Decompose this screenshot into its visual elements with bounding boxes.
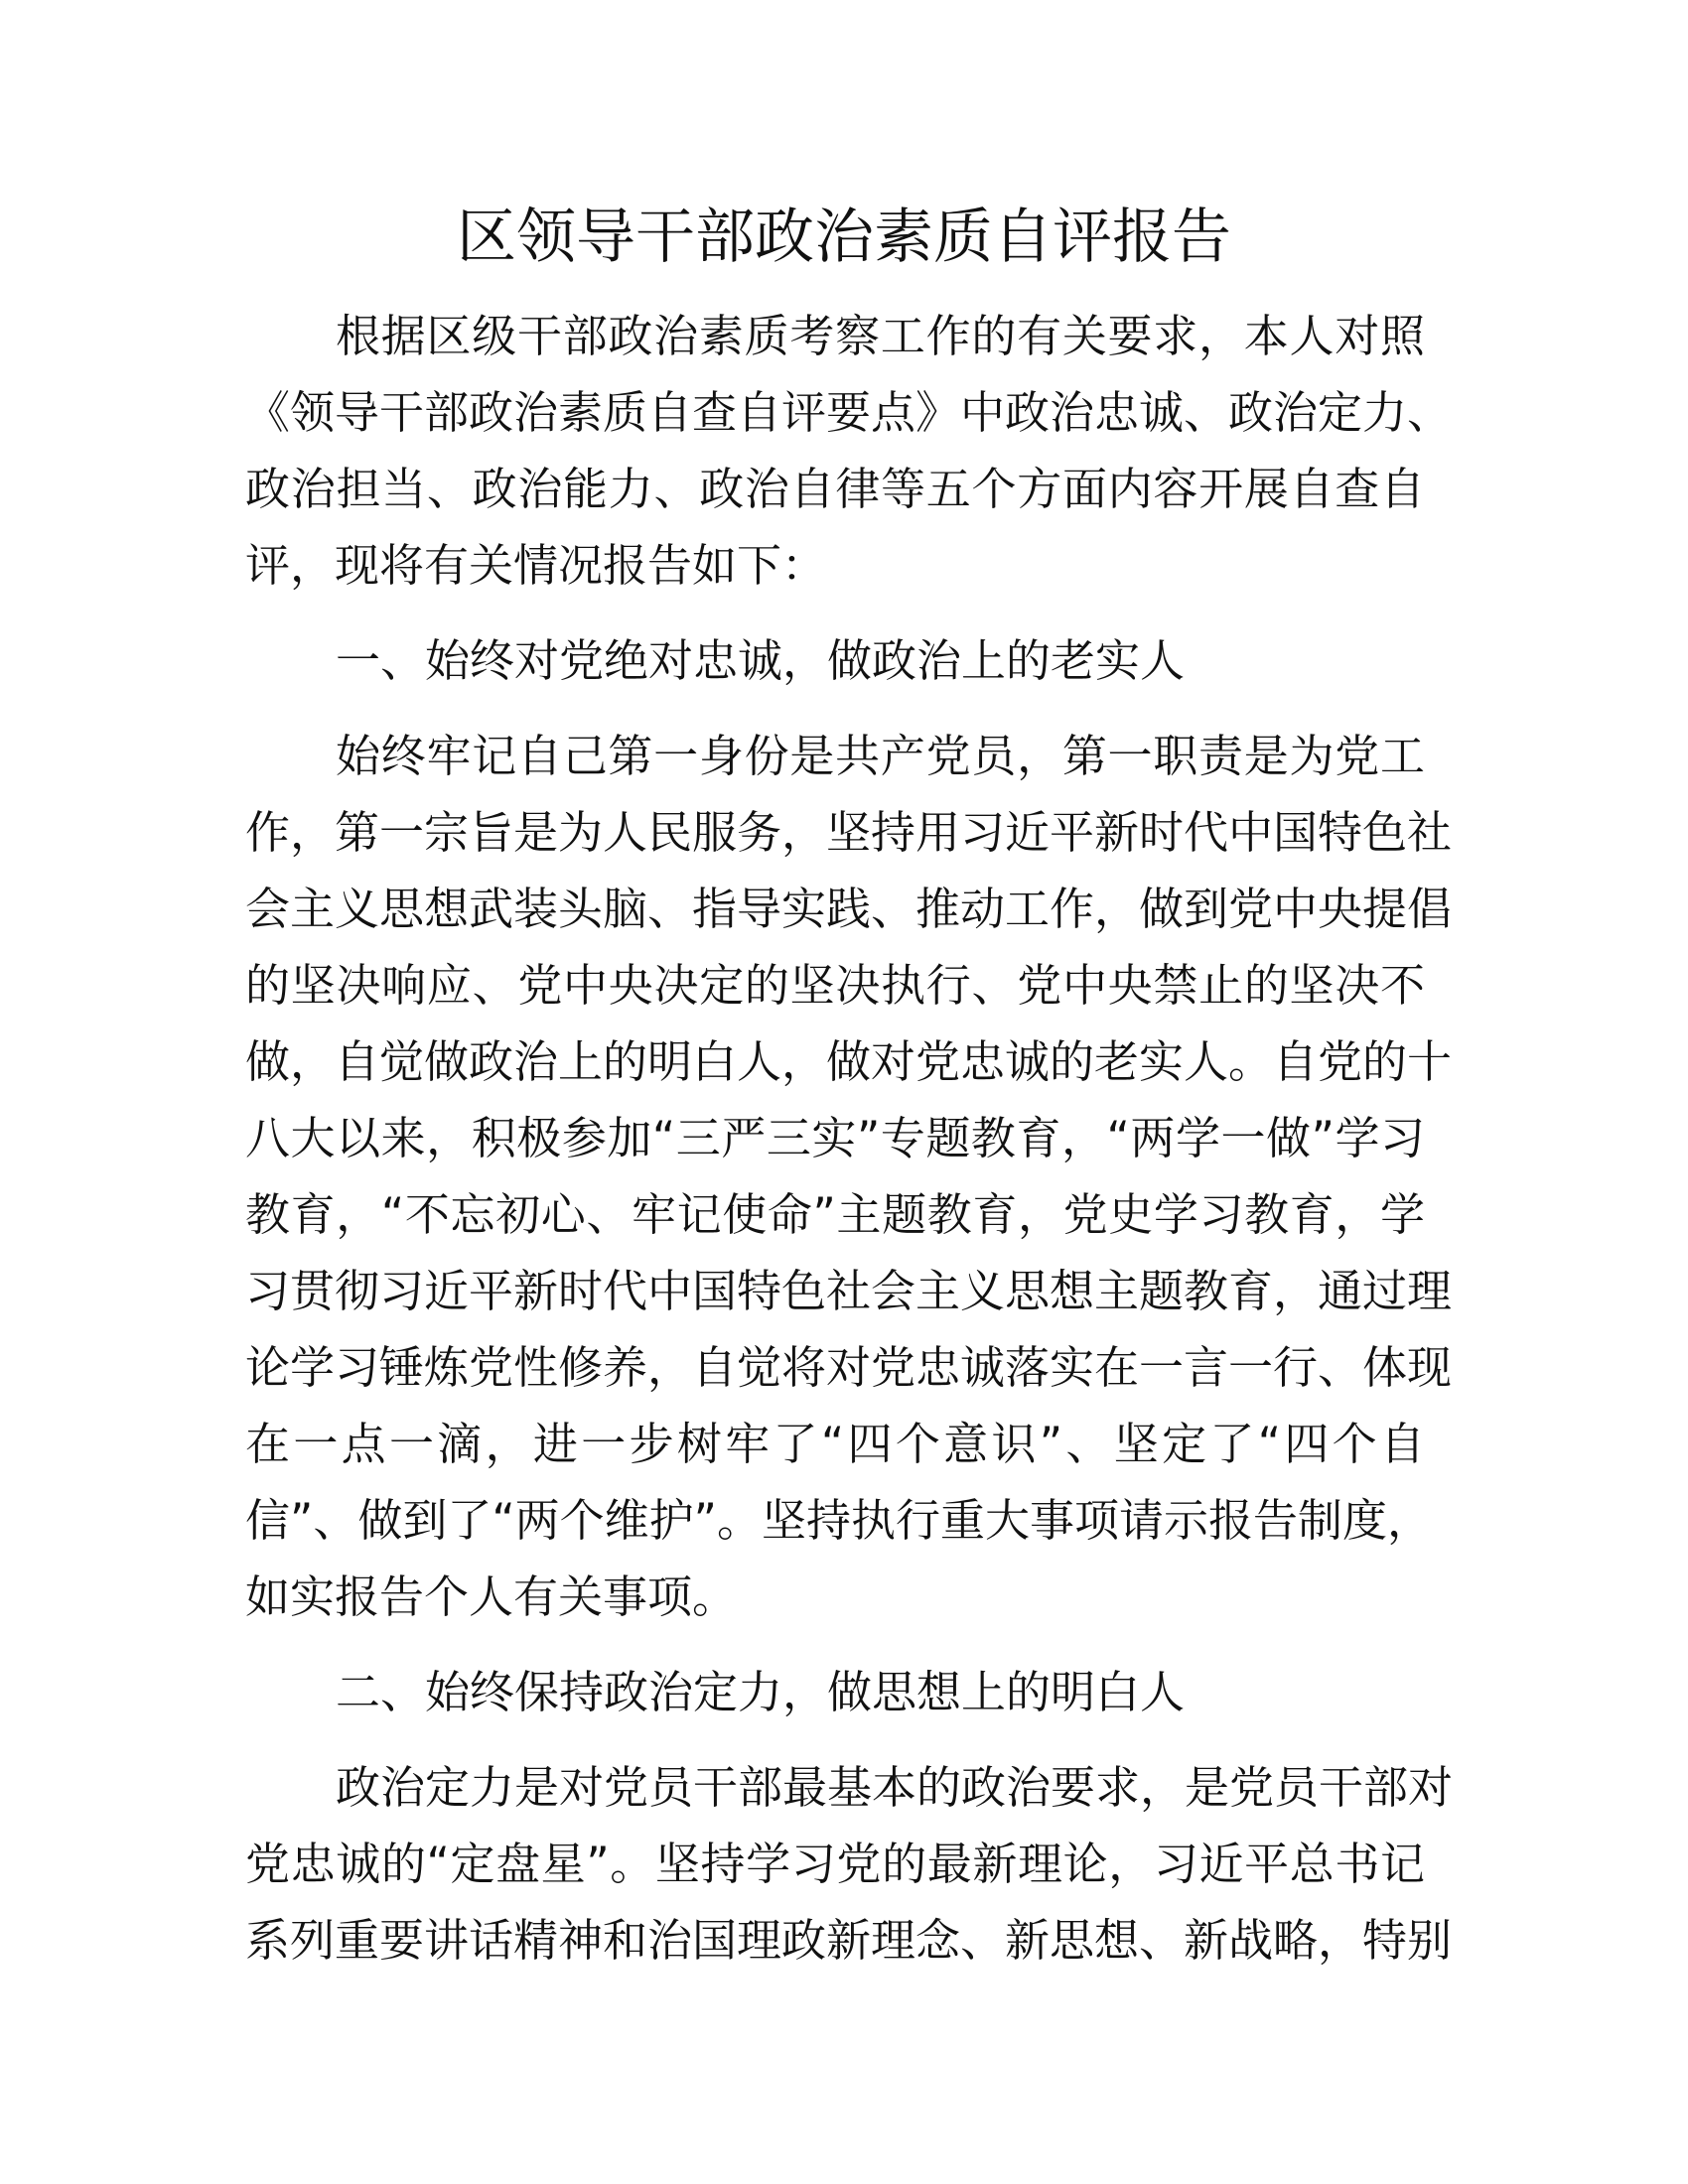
text-line: 作，第一宗旨是为人民服务，坚持用习近平新时代中国特色社	[245, 806, 1453, 859]
text-line: 在一点一滴，进一步树牢了“四个意识”、坚定了“四个自	[245, 1418, 1425, 1470]
text-line: 《领导干部政治素质自查自评要点》中政治忠诚、政治定力、	[245, 386, 1453, 439]
section-heading	[245, 622, 1425, 699]
text-line: 根据区级干部政治素质考察工作的有关要求，本人对照	[336, 310, 1425, 362]
document-body	[245, 298, 1454, 1997]
text-line: 如实报告个人有关事项。	[245, 1570, 738, 1623]
text-line: 党忠诚的“定盘星”。坚持学习党的最新理论，习近平总书记	[245, 1838, 1425, 1890]
text-line: 的坚决响应、党中央决定的坚决执行、党中央禁止的坚决不	[245, 959, 1425, 1012]
text-line: 论学习锤炼党性修养，自觉将对党忠诚落实在一言一行、体现	[245, 1341, 1453, 1394]
text-line: 始终牢记自己第一身份是共产党员，第一职责是为党工	[336, 730, 1425, 782]
text-line: 八大以来，积极参加“三严三实”专题教育，“两学一做”学习	[245, 1112, 1425, 1164]
text-line: 习贯彻习近平新时代中国特色社会主义思想主题教育，通过理	[245, 1265, 1453, 1317]
text-line: 系列重要讲话精神和治国理政新理念、新思想、新战略，特别	[245, 1914, 1453, 1967]
text-line: 一、始终对党绝对忠诚，做政治上的老实人	[336, 634, 1186, 687]
text-line: 信”、做到了“两个维护”。坚持执行重大事项请示报告制度，	[245, 1494, 1432, 1547]
text-line: 会主义思想武装头脑、指导实践、推动工作，做到党中央提倡	[245, 883, 1453, 935]
text-line: 教育，“不忘初心、牢记使命”主题教育，党史学习教育，学	[245, 1188, 1425, 1241]
paragraph	[245, 1749, 1454, 1979]
text-line: 政治定力是对党员干部最基本的政治要求，是党员干部对	[336, 1761, 1454, 1814]
text-line: 评，现将有关情况报告如下：	[245, 539, 827, 592]
text-line: 政治担当、政治能力、政治自律等五个方面内容开展自查自	[245, 463, 1425, 515]
document-title: 区领导干部政治素质自评报告	[457, 203, 1231, 272]
text-line: 做，自觉做政治上的明白人，做对党忠诚的老实人。自党的十	[245, 1035, 1453, 1088]
section-heading	[245, 1654, 1425, 1730]
text-line: 二、始终保持政治定力，做思想上的明白人	[336, 1666, 1186, 1718]
paragraph	[245, 718, 1453, 1635]
paragraph	[245, 298, 1453, 604]
